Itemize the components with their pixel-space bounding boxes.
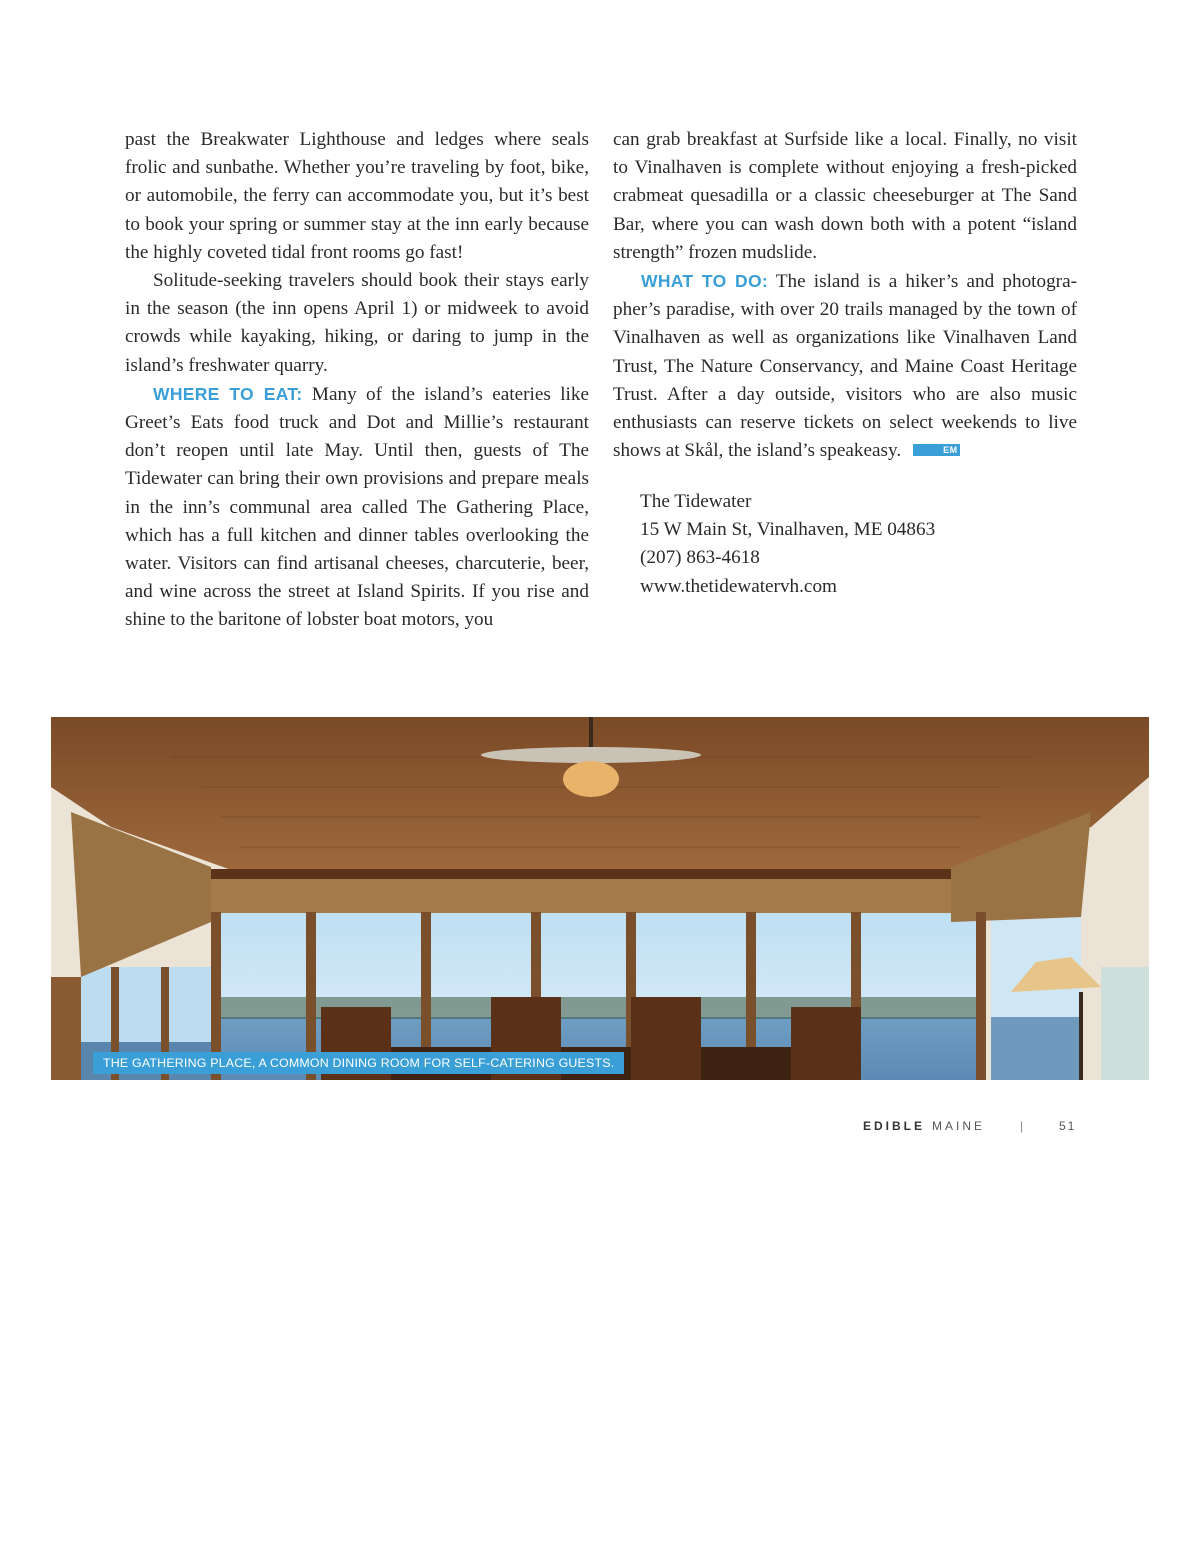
kicker-where-to-eat: WHERE TO EAT: (153, 383, 303, 404)
paragraph-where-to-eat (125, 380, 589, 635)
paragraph: can grab breakfast at Surfside like a local. Finally, no visit to Vinalhaven is complete without enjoying a fresh-picked crabmeat quesadilla or a classic cheeseburger at The Sand Bar, where you can wash down both with a potent “island strength” frozen mudslide. (613, 129, 1077, 263)
page-number: 51 (1059, 1119, 1077, 1133)
end-mark-logo: EM (913, 444, 960, 456)
kicker-what-to-do: WHAT TO DO: (641, 271, 768, 292)
venue-website[interactable]: www.thetidewatervh.com (640, 575, 837, 597)
paragraph-text: The island is a hiker’s and photographer’s paradise, with over 20 trails managed by the town of Vinalhaven as well as organizations like Vinalhaven Land Trust, The Nature Conservancy, and Maine Coast Heritage Trust. After a day outside, visitors who are also music enthusiasts can reserve tickets on select weekends to live shows at Skål, the island’s speakeasy. (613, 271, 1077, 462)
article-column-left (125, 126, 589, 635)
venue-street: 15 W Main St, Vinalhaven, ME 04863 (640, 519, 936, 541)
venue-name: The Tidewater (640, 491, 752, 512)
paragraph-what-to-do (613, 267, 1077, 465)
footer-magazine-name-light: MAINE (932, 1119, 986, 1133)
venue-phone: (207) 863-4618 (640, 547, 760, 569)
article-column-right (613, 126, 1077, 465)
dining-room-photo (51, 717, 1149, 1080)
paragraph: past the Breakwater Lighthouse and ledges where seals frolic and sunbathe. Whether you’re traveling by foot, bike, or automobile, the ferry can accommodate you, but it’s best to book your spring or summer stay at the inn early because the highly coveted tidal front rooms go fast! (125, 129, 589, 263)
footer-separator: | (1020, 1119, 1024, 1133)
paragraph: Solitude-seeking travelers should book their stays early in the season (the inn opens April 1) or midweek to avoid crowds while kayaking, hiking, or daring to jump in the island’s freshwater quarry. (125, 270, 589, 376)
photo-illustration (51, 717, 1149, 1080)
photo-caption: THE GATHERING PLACE, A COMMON DINING ROOM FOR SELF-CATERING GUESTS. (93, 1052, 624, 1074)
footer-magazine-name-bold: EDIBLE (863, 1119, 926, 1133)
paragraph-text: Many of the island’s eateries like Greet’s Eats food truck and Dot and Millie’s restaurant don’t reopen until late May. Until then, guests of The Tidewater can bring their own provisions and prepare meals in the inn’s communal area called The Gathering Place, which has a full kitchen and dinner tables overlooking the water. Visitors can find artisanal cheeses, charcuterie, beer, and wine across the street at Island Spirits. If you rise and shine to the baritone of lobster boat motors, you (125, 383, 589, 631)
venue-address-block (640, 488, 935, 601)
